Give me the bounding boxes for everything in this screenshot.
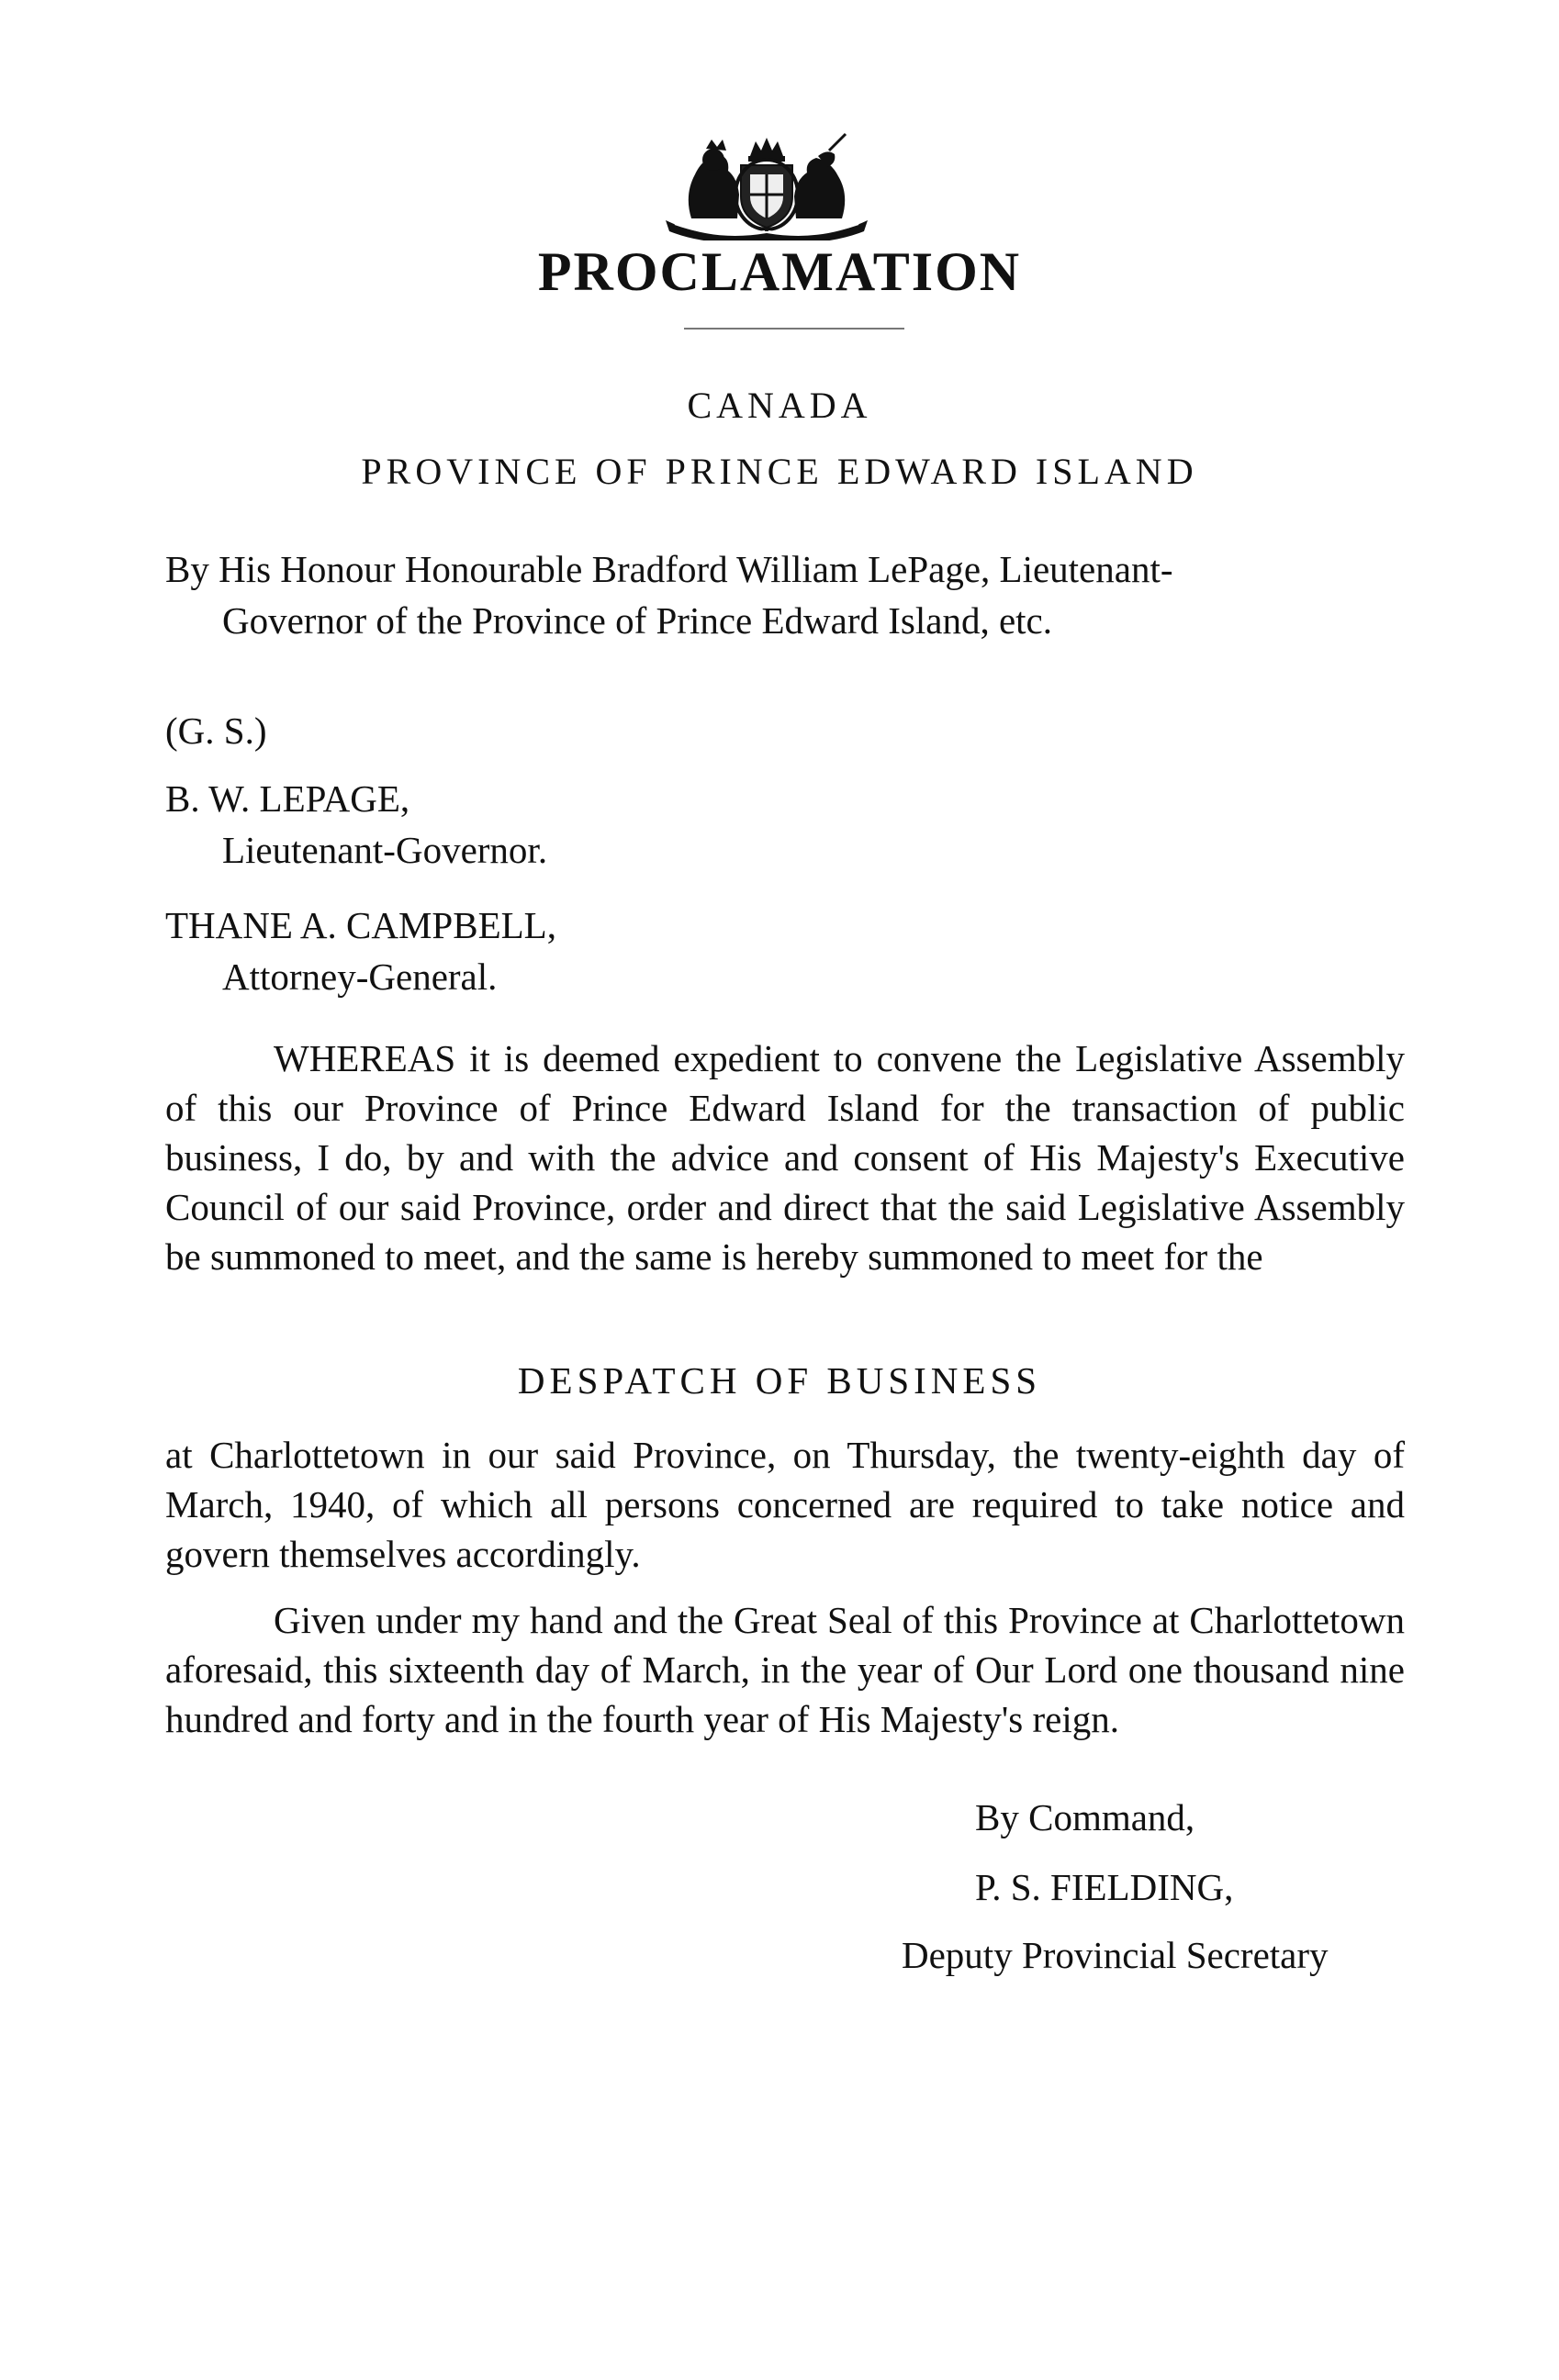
- by-command-line: By Command,: [975, 1796, 1195, 1838]
- deputy-secretary-title: Deputy Provincial Secretary: [902, 1934, 1329, 1976]
- province-heading: PROVINCE OF PRINCE EDWARD ISLAND: [361, 451, 1198, 492]
- signatory-title-1: Lieutenant-Governor.: [222, 829, 548, 871]
- despatch-heading: DESPATCH OF BUSINESS: [517, 1359, 1042, 1402]
- intro-line-2: Governor of the Province of Prince Edward Island, etc.: [222, 599, 1052, 642]
- given-paragraph: Given under my hand and the Great Seal of this Province at Charlottetown aforesaid, this sixteenth day of March, in the year of Our Lord one thousand nine hundred and forty and in the fourth year of His Majesty's reign.: [165, 1599, 1405, 1740]
- location-paragraph: at Charlottetown in our said Province, on Thursday, the twenty-eighth day of March, 1940, of which all persons concerned are required to take notice and govern themselves accordingly.: [165, 1434, 1405, 1575]
- signatory-name-2: THANE A. CAMPBELL,: [165, 904, 556, 946]
- proclamation-title: PROCLAMATION: [537, 241, 1022, 302]
- intro-line-1: By His Honour Honourable Bradford William LePage, Lieutenant-: [165, 548, 1173, 590]
- title-divider: [684, 328, 904, 330]
- whereas-paragraph: WHEREAS it is deemed expedient to convene the Legislative Assembly of this our Province of Prince Edward Island for the transaction of public business, I do, by and with the advice and consent of His Majesty's Executive Council of our said Province, order and direct that the said Legislative Assembly be summoned to meet, and the same is hereby summoned to meet for the: [165, 1037, 1405, 1278]
- signatory-name-1: B. W. LEPAGE,: [165, 777, 410, 820]
- great-seal-mark: (G. S.): [165, 710, 267, 752]
- signatory-title-2: Attorney-General.: [222, 955, 498, 998]
- royal-coat-of-arms-icon: [638, 130, 895, 240]
- deputy-secretary-name: P. S. FIELDING,: [975, 1866, 1234, 1908]
- country-heading: CANADA: [687, 385, 872, 426]
